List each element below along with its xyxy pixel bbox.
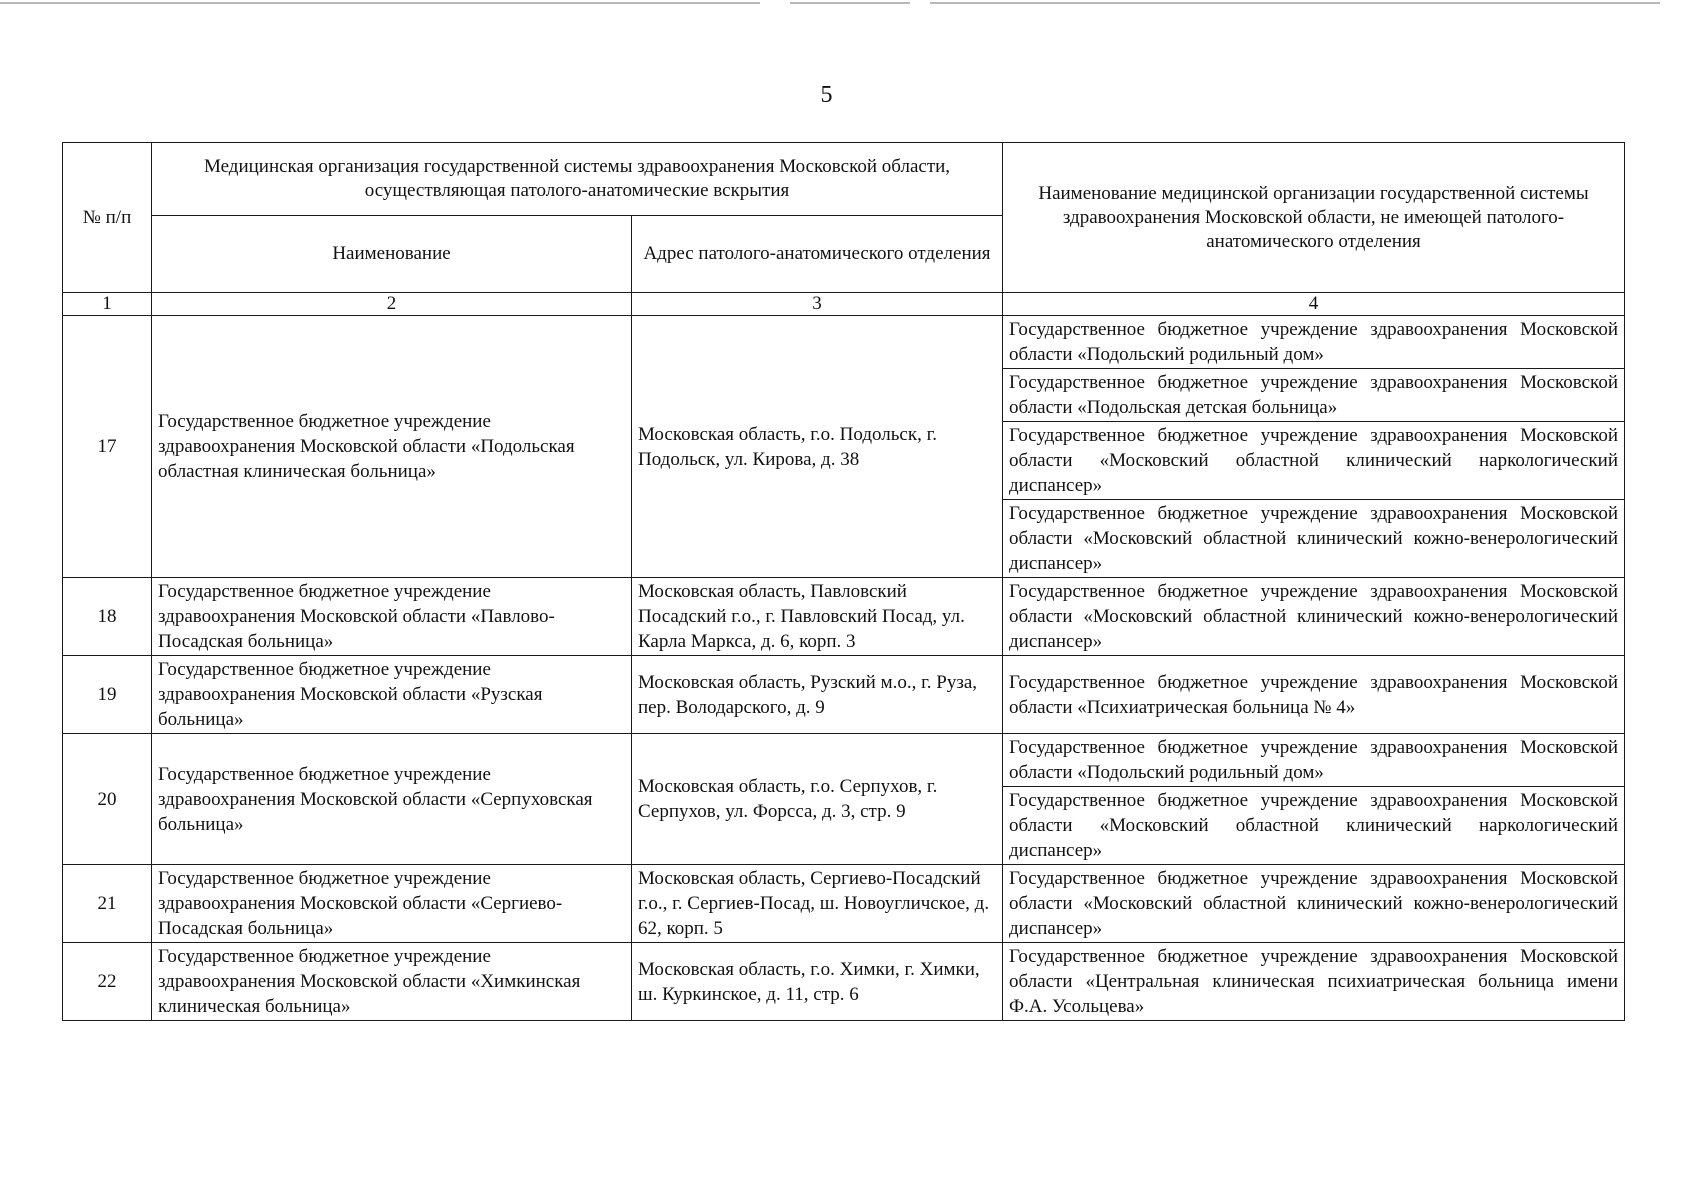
dependent-organization: Государственное бюджетное учреждение здравоохранения Московской области «Московский областной клинический кожно-венерологический диспансер»	[1003, 865, 1625, 943]
scan-artifact	[0, 2, 760, 4]
dependent-organization: Государственное бюджетное учреждение здравоохранения Московской области «Московский областной клинический наркологический диспансер»	[1003, 422, 1625, 500]
organization-name: Государственное бюджетное учреждение здравоохранения Московской области «Подольская областная клиническая больница»	[152, 316, 632, 578]
column-number: 3	[632, 293, 1003, 316]
row-number: 17	[63, 316, 152, 578]
organization-address: Московская область, г.о. Подольск, г. Подольск, ул. Кирова, д. 38	[632, 316, 1003, 578]
header-dependent-organization: Наименование медицинской организации государственной системы здравоохранения Московской области, не имеющей патолого-анатомического отделения	[1003, 143, 1625, 293]
column-number: 2	[152, 293, 632, 316]
row-number: 21	[63, 865, 152, 943]
table-row	[63, 943, 1625, 1021]
dependent-organization: Государственное бюджетное учреждение здравоохранения Московской области «Подольская детская больница»	[1003, 369, 1625, 422]
header-row	[63, 143, 1625, 216]
organization-address: Московская область, Сергиево-Посадский г.о., г. Сергиев-Посад, ш. Новоугличское, д. 62, корп. 5	[632, 865, 1003, 943]
organization-address: Московская область, г.о. Серпухов, г. Серпухов, ул. Форсса, д. 3, стр. 9	[632, 734, 1003, 865]
table-header	[63, 143, 1625, 316]
organizations-table	[62, 142, 1625, 1021]
organization-name: Государственное бюджетное учреждение здравоохранения Московской области «Сергиево-Посадская больница»	[152, 865, 632, 943]
dependent-organization: Государственное бюджетное учреждение здравоохранения Московской области «Психиатрическая больница № 4»	[1003, 656, 1625, 734]
organization-name: Государственное бюджетное учреждение здравоохранения Московской области «Павлово-Посадская больница»	[152, 578, 632, 656]
organization-name: Государственное бюджетное учреждение здравоохранения Московской области «Серпуховская больница»	[152, 734, 632, 865]
row-number: 20	[63, 734, 152, 865]
organization-address: Московская область, Рузский м.о., г. Руза, пер. Володарского, д. 9	[632, 656, 1003, 734]
organization-address: Московская область, г.о. Химки, г. Химки, ш. Куркинское, д. 11, стр. 6	[632, 943, 1003, 1021]
header-number: № п/п	[63, 143, 152, 293]
column-number: 4	[1003, 293, 1625, 316]
row-number: 18	[63, 578, 152, 656]
row-number: 22	[63, 943, 152, 1021]
organization-address: Московская область, Павловский Посадский г.о., г. Павловский Посад, ул. Карла Маркса, д. 6, корп. 3	[632, 578, 1003, 656]
row-number: 19	[63, 656, 152, 734]
table-body	[63, 316, 1625, 1021]
dependent-organization: Государственное бюджетное учреждение здравоохранения Московской области «Московский областной клинический кожно-венерологический диспансер»	[1003, 500, 1625, 578]
table-row	[63, 578, 1625, 656]
header-address: Адрес патолого-анатомического отделения	[632, 216, 1003, 293]
column-number: 1	[63, 293, 152, 316]
dependent-organization: Государственное бюджетное учреждение здравоохранения Московской области «Московский областной клинический наркологический диспансер»	[1003, 787, 1625, 865]
scan-artifact	[930, 2, 1660, 4]
table-row	[63, 865, 1625, 943]
dependent-organization: Государственное бюджетное учреждение здравоохранения Московской области «Подольский родильный дом»	[1003, 734, 1625, 787]
dependent-organization: Государственное бюджетное учреждение здравоохранения Московской области «Московский областной клинический кожно-венерологический диспансер»	[1003, 578, 1625, 656]
dependent-organization: Государственное бюджетное учреждение здравоохранения Московской области «Центральная клиническая психиатрическая больница имени Ф.А. Усольцева»	[1003, 943, 1625, 1021]
scan-artifact	[790, 2, 910, 4]
table-row	[63, 734, 1625, 787]
table-row	[63, 316, 1625, 369]
organization-name: Государственное бюджетное учреждение здравоохранения Московской области «Рузская больница»	[152, 656, 632, 734]
column-numbers-row	[63, 293, 1625, 316]
header-performing-organization: Медицинская организация государственной системы здравоохранения Московской области, осуществляющая патолого-анатомические вскрытия	[152, 143, 1003, 216]
table-row	[63, 656, 1625, 734]
header-name: Наименование	[152, 216, 632, 293]
page-number: 5	[820, 82, 833, 108]
dependent-organization: Государственное бюджетное учреждение здравоохранения Московской области «Подольский родильный дом»	[1003, 316, 1625, 369]
organization-name: Государственное бюджетное учреждение здравоохранения Московской области «Химкинская клиническая больница»	[152, 943, 632, 1021]
